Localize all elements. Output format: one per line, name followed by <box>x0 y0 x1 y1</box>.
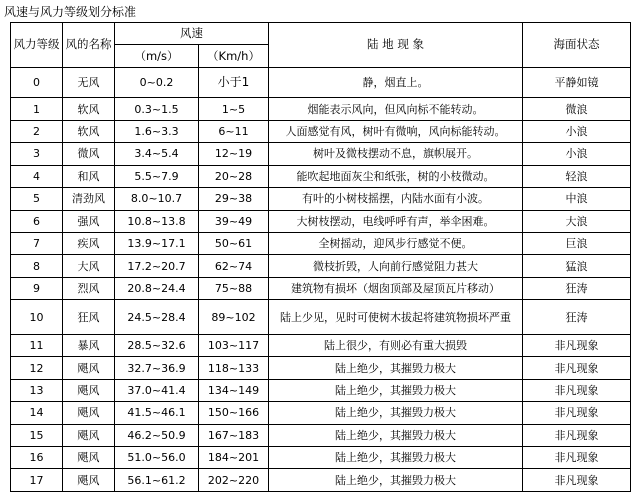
header-ms: （m/s） <box>115 45 199 67</box>
table-row <box>11 255 631 277</box>
name-cell: 清劲风 <box>63 188 115 210</box>
sea-state-cell: 狂涛 <box>523 300 631 335</box>
table-row <box>11 469 631 492</box>
speed-ms-cell: 8.0~10.7 <box>115 188 199 210</box>
speed-ms-cell: 0~0.2 <box>115 67 199 98</box>
land-phenomenon-cell: 陆上少见，见时可使树木拔起将建筑物损坏严重 <box>269 300 523 335</box>
header-row <box>11 23 631 45</box>
level-cell: 17 <box>11 469 63 492</box>
table-row <box>11 357 631 379</box>
table-row <box>11 98 631 120</box>
land-phenomenon-cell: 能吹起地面灰尘和纸张，树的小枝微动。 <box>269 165 523 187</box>
land-phenomenon-cell: 大树枝摆动，电线呼呼有声，举伞困难。 <box>269 210 523 232</box>
sea-state-cell: 中浪 <box>523 188 631 210</box>
sea-state-cell: 大浪 <box>523 210 631 232</box>
land-phenomenon-cell: 陆上绝少，其摧毁力极大 <box>269 469 523 492</box>
name-cell: 狂风 <box>63 300 115 335</box>
sea-state-cell: 狂涛 <box>523 277 631 299</box>
speed-kmh-cell: 134~149 <box>199 379 269 401</box>
name-cell: 强风 <box>63 210 115 232</box>
name-cell: 暴风 <box>63 334 115 356</box>
speed-kmh-cell: 118~133 <box>199 357 269 379</box>
name-cell: 飓风 <box>63 402 115 424</box>
land-phenomenon-cell: 人面感觉有风，树叶有微响，风向标能转动。 <box>269 120 523 142</box>
level-cell: 16 <box>11 446 63 468</box>
speed-ms-cell: 41.5~46.1 <box>115 402 199 424</box>
level-cell: 7 <box>11 232 63 254</box>
page-title: 风速与风力等级划分标准 <box>4 5 137 19</box>
header-phenomenon: 陆 地 现 象 <box>269 23 523 68</box>
table-row <box>11 300 631 335</box>
speed-ms-cell: 17.2~20.7 <box>115 255 199 277</box>
table-row <box>11 424 631 446</box>
name-cell: 飓风 <box>63 379 115 401</box>
level-cell: 11 <box>11 334 63 356</box>
land-phenomenon-cell: 烟能表示风向，但风向标不能转动。 <box>269 98 523 120</box>
land-phenomenon-cell: 陆上绝少，其摧毁力极大 <box>269 446 523 468</box>
table-row <box>11 334 631 356</box>
speed-ms-cell: 0.3~1.5 <box>115 98 199 120</box>
level-cell: 1 <box>11 98 63 120</box>
sea-state-cell: 小浪 <box>523 143 631 165</box>
table-row <box>11 67 631 98</box>
speed-ms-cell: 37.0~41.4 <box>115 379 199 401</box>
table-row <box>11 210 631 232</box>
name-cell: 和风 <box>63 165 115 187</box>
land-phenomenon-cell: 陆上绝少，其摧毁力极大 <box>269 357 523 379</box>
sea-state-cell: 非凡现象 <box>523 402 631 424</box>
table-row <box>11 277 631 299</box>
land-phenomenon-cell: 有叶的小树枝摇摆，内陆水面有小波。 <box>269 188 523 210</box>
land-phenomenon-cell: 树叶及微枝摆动不息，旗帜展开。 <box>269 143 523 165</box>
sea-state-cell: 平静如镜 <box>523 67 631 98</box>
land-phenomenon-cell: 微枝折毁，人向前行感觉阻力甚大 <box>269 255 523 277</box>
header-speed: 风速 <box>115 23 269 45</box>
speed-kmh-cell: 167~183 <box>199 424 269 446</box>
land-phenomenon-cell: 陆上绝少，其摧毁力极大 <box>269 379 523 401</box>
speed-kmh-cell: 12~19 <box>199 143 269 165</box>
speed-kmh-cell: 39~49 <box>199 210 269 232</box>
sea-state-cell: 轻浪 <box>523 165 631 187</box>
header-name: 风的名称 <box>63 23 115 68</box>
table-row <box>11 188 631 210</box>
table-row <box>11 120 631 142</box>
speed-kmh-cell: 20~28 <box>199 165 269 187</box>
speed-kmh-cell: 1~5 <box>199 98 269 120</box>
speed-ms-cell: 32.7~36.9 <box>115 357 199 379</box>
name-cell: 大风 <box>63 255 115 277</box>
name-cell: 飓风 <box>63 357 115 379</box>
level-cell: 14 <box>11 402 63 424</box>
table-row <box>11 402 631 424</box>
sea-state-cell: 巨浪 <box>523 232 631 254</box>
speed-ms-cell: 5.5~7.9 <box>115 165 199 187</box>
name-cell: 飓风 <box>63 424 115 446</box>
speed-kmh-cell: 75~88 <box>199 277 269 299</box>
speed-ms-cell: 13.9~17.1 <box>115 232 199 254</box>
sea-state-cell: 非凡现象 <box>523 446 631 468</box>
name-cell: 微风 <box>63 143 115 165</box>
level-cell: 3 <box>11 143 63 165</box>
header-level: 风力等级 <box>11 23 63 68</box>
land-phenomenon-cell: 陆上很少，有则必有重大损毁 <box>269 334 523 356</box>
level-cell: 0 <box>11 67 63 98</box>
speed-ms-cell: 1.6~3.3 <box>115 120 199 142</box>
level-cell: 5 <box>11 188 63 210</box>
speed-kmh-cell: 103~117 <box>199 334 269 356</box>
level-cell: 13 <box>11 379 63 401</box>
table-row <box>11 379 631 401</box>
header-sea: 海面状态 <box>523 23 631 68</box>
sea-state-cell: 非凡现象 <box>523 469 631 492</box>
name-cell: 飓风 <box>63 446 115 468</box>
speed-ms-cell: 51.0~56.0 <box>115 446 199 468</box>
sea-state-cell: 非凡现象 <box>523 357 631 379</box>
name-cell: 无风 <box>63 67 115 98</box>
name-cell: 软风 <box>63 120 115 142</box>
speed-kmh-cell: 202~220 <box>199 469 269 492</box>
level-cell: 8 <box>11 255 63 277</box>
speed-kmh-cell: 50~61 <box>199 232 269 254</box>
sea-state-cell: 非凡现象 <box>523 334 631 356</box>
name-cell: 软风 <box>63 98 115 120</box>
land-phenomenon-cell: 陆上绝少，其摧毁力极大 <box>269 424 523 446</box>
speed-ms-cell: 24.5~28.4 <box>115 300 199 335</box>
land-phenomenon-cell: 建筑物有损坏（烟囱顶部及屋顶瓦片移动） <box>269 277 523 299</box>
speed-kmh-cell: 184~201 <box>199 446 269 468</box>
speed-kmh-cell: 62~74 <box>199 255 269 277</box>
header-kmh: （Km/h） <box>199 45 269 67</box>
level-cell: 15 <box>11 424 63 446</box>
name-cell: 烈风 <box>63 277 115 299</box>
level-cell: 12 <box>11 357 63 379</box>
table-row <box>11 143 631 165</box>
speed-kmh-cell: 6~11 <box>199 120 269 142</box>
level-cell: 2 <box>11 120 63 142</box>
speed-ms-cell: 20.8~24.4 <box>115 277 199 299</box>
name-cell: 飓风 <box>63 469 115 492</box>
speed-kmh-cell: 89~102 <box>199 300 269 335</box>
table-row <box>11 165 631 187</box>
speed-ms-cell: 10.8~13.8 <box>115 210 199 232</box>
speed-ms-cell: 28.5~32.6 <box>115 334 199 356</box>
wind-scale-table <box>10 22 631 492</box>
land-phenomenon-cell: 陆上绝少，其摧毁力极大 <box>269 402 523 424</box>
name-cell: 疾风 <box>63 232 115 254</box>
speed-ms-cell: 56.1~61.2 <box>115 469 199 492</box>
speed-ms-cell: 46.2~50.9 <box>115 424 199 446</box>
sea-state-cell: 非凡现象 <box>523 379 631 401</box>
sea-state-cell: 小浪 <box>523 120 631 142</box>
level-cell: 6 <box>11 210 63 232</box>
table-row <box>11 232 631 254</box>
speed-kmh-cell: 小于1 <box>199 67 269 98</box>
speed-kmh-cell: 150~166 <box>199 402 269 424</box>
table-row <box>11 446 631 468</box>
sea-state-cell: 非凡现象 <box>523 424 631 446</box>
level-cell: 4 <box>11 165 63 187</box>
level-cell: 9 <box>11 277 63 299</box>
speed-ms-cell: 3.4~5.4 <box>115 143 199 165</box>
sea-state-cell: 微浪 <box>523 98 631 120</box>
land-phenomenon-cell: 静，烟直上。 <box>269 67 523 98</box>
land-phenomenon-cell: 全树摇动，迎风步行感觉不便。 <box>269 232 523 254</box>
sea-state-cell: 猛浪 <box>523 255 631 277</box>
level-cell: 10 <box>11 300 63 335</box>
speed-kmh-cell: 29~38 <box>199 188 269 210</box>
